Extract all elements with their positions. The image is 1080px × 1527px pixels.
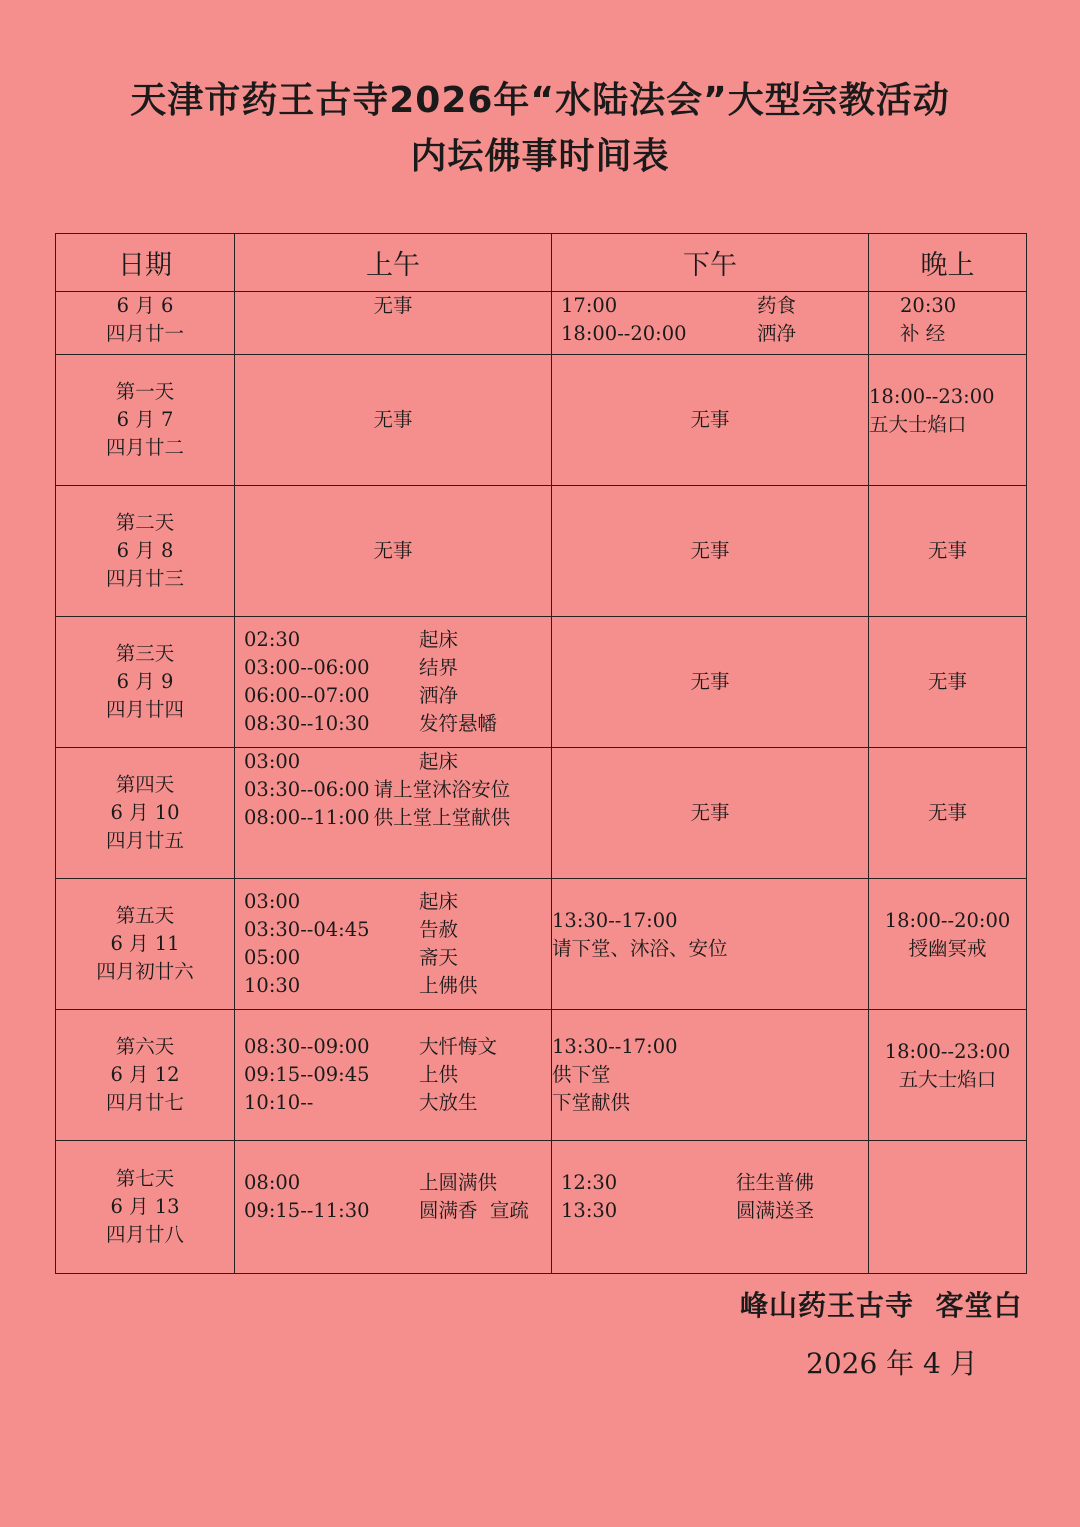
entry-time: 08:00--11:00: [244, 806, 370, 829]
schedule-entry: [235, 1089, 551, 1117]
entry-time: 08:00: [244, 1171, 301, 1194]
afternoon-cell: [552, 1141, 869, 1274]
morning-cell: [235, 292, 552, 355]
entry-time: 09:15--09:45: [244, 1063, 370, 1086]
entry-activity: 洒净: [757, 322, 797, 345]
morning-cell: [235, 1141, 552, 1274]
schedule-entry: [235, 682, 551, 710]
afternoon-cell: [552, 292, 869, 355]
morning-cell: [235, 1010, 552, 1141]
entry-activity: 大放生: [419, 1091, 478, 1114]
evening-line: 五大士焰口: [869, 413, 967, 436]
afternoon-line: 13:30--17:00: [552, 1035, 678, 1058]
morning-cell: [235, 617, 552, 748]
schedule-entry: [235, 748, 551, 776]
entry-activity: 请上堂沐浴安位: [373, 778, 511, 801]
entry-time: 18:00--20:00: [561, 322, 687, 345]
evening-cell: [869, 617, 1027, 748]
date-line: 四月廿七: [105, 1091, 184, 1114]
evening-text: [869, 1193, 1026, 1221]
date-line: 第七天: [115, 1167, 175, 1190]
schedule-entry: [235, 888, 551, 916]
table-row: [56, 1141, 1027, 1274]
entry-activity: 上佛供: [419, 974, 478, 997]
entry-activity: 上供: [419, 1063, 459, 1086]
entry-activity: 告赦: [419, 918, 459, 941]
schedule-entry: [235, 804, 551, 832]
date-line: 第三天: [115, 642, 175, 665]
schedule-entry: [235, 916, 551, 944]
entry-activity: 斋天: [419, 946, 459, 969]
date-cell: [56, 292, 235, 355]
date-cell: [56, 879, 235, 1010]
afternoon-cell: [552, 486, 869, 617]
evening-line: 授幽冥戒: [908, 937, 987, 960]
date-cell: [56, 748, 235, 879]
afternoon-text: 无事: [690, 670, 730, 693]
entry-activity: 往生普佛: [736, 1171, 815, 1194]
entry-time: 03:30--06:00: [244, 778, 370, 801]
afternoon-cell: [552, 748, 869, 879]
date-line: 第一天: [115, 380, 175, 403]
morning-text: 无事: [373, 408, 413, 431]
header-afternoon: 下午: [552, 234, 869, 292]
entry-activity: 药食: [757, 294, 797, 317]
evening-line: 18:00--23:00: [884, 1040, 1011, 1063]
header-evening: 晚上: [869, 234, 1027, 292]
date-line: 6 月 13: [110, 1195, 180, 1218]
schedule-entry: [552, 292, 877, 320]
morning-text: 无事: [373, 539, 413, 562]
morning-cell: [235, 355, 552, 486]
table-row: [56, 292, 1027, 355]
entry-time: 10:10--: [244, 1091, 314, 1114]
date-line: 第四天: [115, 773, 175, 796]
entry-time: 03:00: [244, 890, 301, 913]
evening-cell: [869, 1010, 1027, 1141]
morning-cell: [235, 879, 552, 1010]
morning-cell: [235, 748, 552, 879]
schedule-entry: [235, 1033, 551, 1061]
table-row: [56, 879, 1027, 1010]
date-line: 第二天: [115, 511, 175, 534]
date-cell: [56, 617, 235, 748]
date-line: 6 月 7: [116, 408, 174, 431]
entry-time: 13:30: [561, 1199, 618, 1222]
schedule-entry: [235, 1169, 551, 1197]
schedule-entry: [235, 944, 551, 972]
evening-cell: [869, 748, 1027, 879]
schedule-entry: [235, 1061, 551, 1089]
entry-time: 09:15--11:30: [244, 1199, 370, 1222]
entry-activity: 结界: [419, 656, 459, 679]
afternoon-text: 无事: [690, 801, 730, 824]
evening-cell: [869, 1141, 1027, 1274]
header-morning: 上午: [235, 234, 552, 292]
entry-time: 03:30--04:45: [244, 918, 370, 941]
entry-activity: 圆满送圣: [736, 1199, 815, 1222]
date-line: 四月廿三: [105, 567, 184, 590]
afternoon-line: 请下堂、沐浴、安位: [552, 937, 728, 960]
evening-line: 18:00--20:00: [884, 909, 1011, 932]
afternoon-text: 无事: [690, 408, 730, 431]
entry-time: 03:00--06:00: [244, 656, 370, 679]
date-line: 6 月 9: [116, 670, 174, 693]
evening-cell: [869, 292, 1027, 355]
afternoon-line: 供下堂: [552, 1063, 611, 1086]
page-title: 天津市药王古寺2026年“水陆法会”大型宗教活动: [130, 80, 950, 121]
schedule-entry: [235, 654, 551, 682]
entry-activity: 发符悬幡: [419, 712, 498, 735]
entry-time: 08:30--10:30: [244, 712, 370, 735]
table-row: [56, 486, 1027, 617]
entry-activity: 起床: [419, 750, 459, 773]
afternoon-cell: [552, 617, 869, 748]
afternoon-cell: [552, 355, 869, 486]
afternoon-cell: [552, 879, 869, 1010]
date-line: 6 月 10: [110, 801, 180, 824]
schedule-entry: [552, 320, 868, 348]
entry-activity: 供上堂上堂献供: [373, 806, 511, 829]
entry-time: 03:00: [244, 750, 301, 773]
schedule-entry: [235, 710, 551, 738]
schedule-entry: [235, 972, 551, 1000]
schedule-entry: [235, 1197, 551, 1225]
entry-activity: 圆满香 宣疏: [419, 1199, 529, 1222]
evening-line: 20:30: [900, 294, 957, 317]
evening-line: 五大士焰口: [898, 1068, 997, 1091]
date-line: 四月廿四: [105, 698, 184, 721]
table-row: [56, 1010, 1027, 1141]
evening-cell: [869, 879, 1027, 1010]
entry-time: 06:00--07:00: [244, 684, 370, 707]
date-line: 第六天: [115, 1035, 175, 1058]
date-line: 四月廿八: [105, 1223, 184, 1246]
entry-activity: 大忏悔文: [419, 1035, 498, 1058]
date-cell: [56, 355, 235, 486]
schedule-entry: [552, 1197, 868, 1225]
schedule-entry: [235, 776, 551, 804]
afternoon-line: 下堂献供: [552, 1091, 631, 1114]
date-cell: [56, 1141, 235, 1274]
entry-time: 02:30: [244, 628, 301, 651]
evening-line: 18:00--23:00: [869, 385, 995, 408]
date-line: 四月廿五: [105, 829, 184, 852]
date-line: 6 月 8: [116, 539, 174, 562]
table-header-row: [56, 234, 1027, 292]
date-line: 四月廿二: [105, 436, 184, 459]
table-row: [56, 355, 1027, 486]
header-date: 日期: [56, 234, 235, 292]
entry-activity: 起床: [419, 628, 459, 651]
morning-cell: [235, 486, 552, 617]
date-line: 6 月 6: [116, 294, 174, 317]
entry-activity: 上圆满供: [419, 1171, 498, 1194]
entry-activity: 洒净: [419, 684, 459, 707]
entry-time: 12:30: [561, 1171, 618, 1194]
date-line: 四月廿一: [105, 322, 184, 345]
evening-cell: [869, 355, 1027, 486]
date-line: 第五天: [115, 904, 175, 927]
evening-text: 无事: [927, 539, 967, 562]
date-line: 6 月 11: [110, 932, 180, 955]
evening-cell: [869, 486, 1027, 617]
entry-time: 17:00: [561, 294, 618, 317]
date-cell: [56, 1010, 235, 1141]
evening-text: 无事: [927, 670, 967, 693]
table-row: [56, 617, 1027, 748]
page-subtitle: 内坛佛事时间表: [410, 136, 670, 177]
morning-text: 无事: [373, 294, 413, 317]
afternoon-text: 无事: [690, 539, 730, 562]
table-row: [56, 748, 1027, 879]
entry-time: 08:30--09:00: [244, 1035, 370, 1058]
schedule-entry: [235, 626, 551, 654]
entry-time: 10:30: [244, 974, 301, 997]
evening-line: 补 经: [900, 322, 946, 345]
schedule-entry: [552, 1169, 868, 1197]
afternoon-cell: [552, 1010, 869, 1141]
date-line: 四月初廿六: [96, 960, 194, 983]
issue-date: 2026 年 4 月: [806, 1347, 978, 1380]
date-line: 6 月 12: [110, 1063, 180, 1086]
afternoon-line: 13:30--17:00: [552, 909, 678, 932]
entry-time: 05:00: [244, 946, 301, 969]
entry-activity: 起床: [419, 890, 459, 913]
issuer-signature: 峰山药王古寺 客堂白: [740, 1289, 1023, 1322]
schedule-table: [55, 233, 1027, 1274]
evening-text: 无事: [927, 801, 967, 824]
date-cell: [56, 486, 235, 617]
